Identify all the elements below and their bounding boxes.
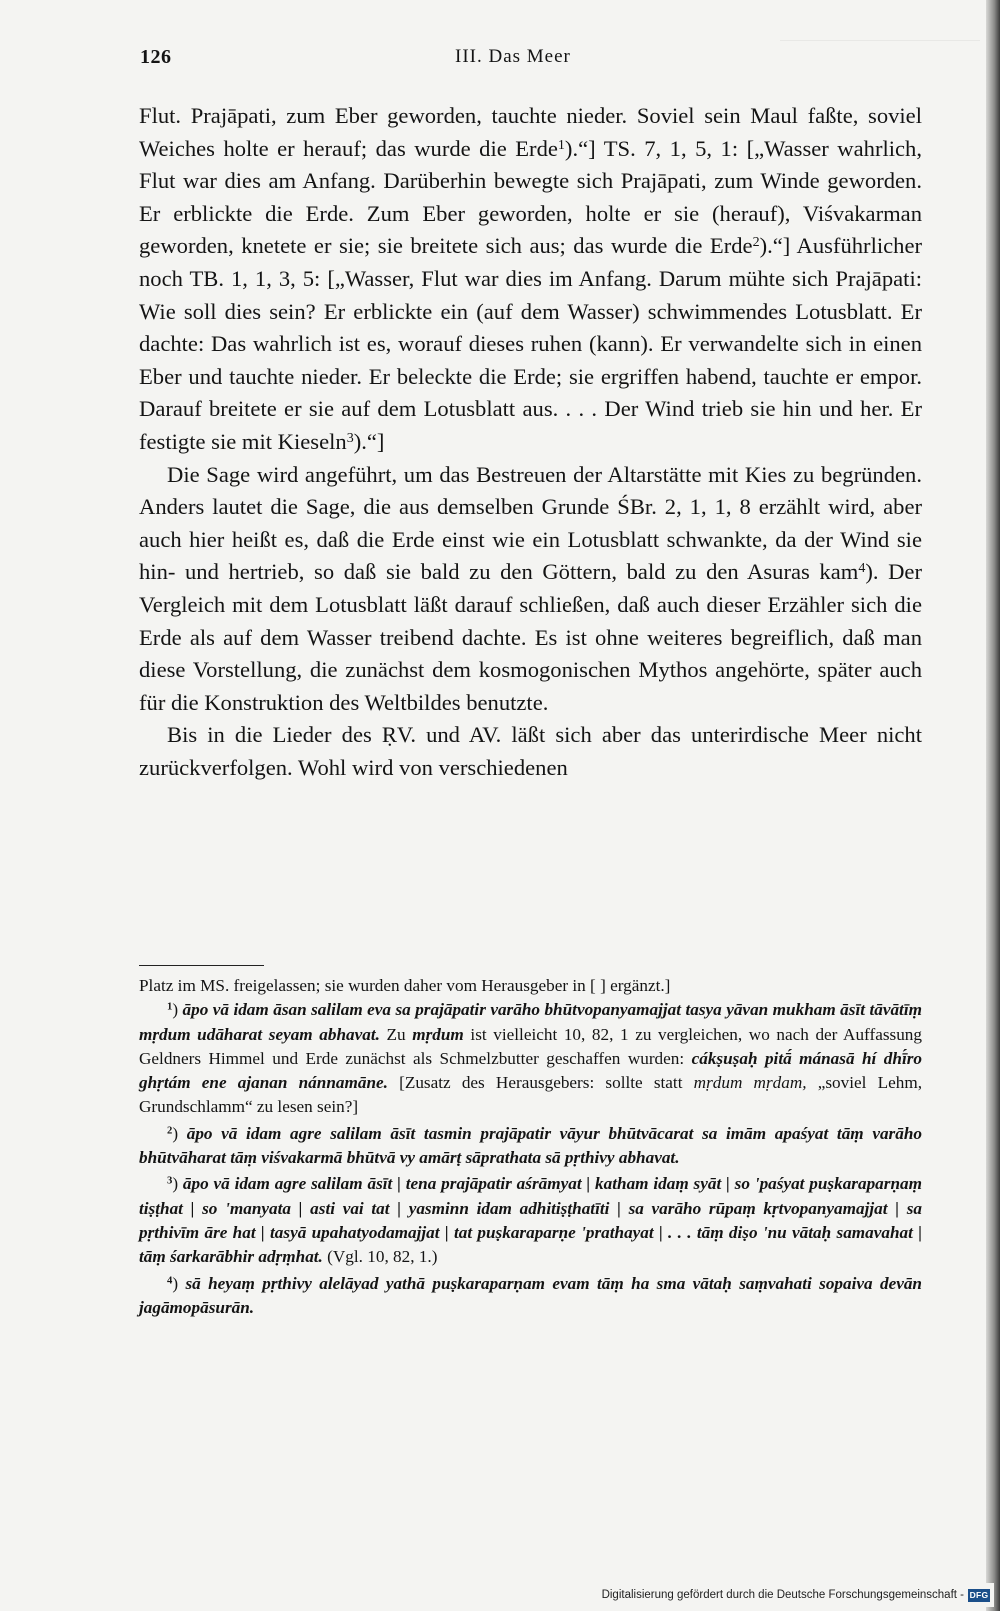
footnote-mark: 2 (167, 1125, 173, 1137)
footnote-ref: 1 (557, 137, 565, 153)
text-span: ).“] TS. 7, 1, 5, 1: [„Wasser wahrlich, Flut war dies am Anfang. Darüberhin bewegte sich Prajāpati, zum Winde geworden. Er erblickte die Erde. Zum Eber geworden, holte er sie (herauf), Viśvakarman geworden, knetete er sie; sie breitete sich aus; das wurde die Erde (139, 135, 922, 259)
footnote-2 (139, 1122, 922, 1171)
footnote-4 (139, 1272, 922, 1321)
footnote-3 (139, 1172, 922, 1269)
sanskrit-term: mṛdum mṛdam, (693, 1073, 807, 1093)
running-head: III. Das Meer (455, 46, 571, 67)
paragraph-2 (139, 459, 922, 720)
sanskrit-quote: sā heyaṃ pṛthivy alelāyad yathā puṣkaraparṇam evam tāṃ ha sma vātaḥ saṃvahati sopaiva devān jagāmopāsurān. (139, 1273, 922, 1317)
credit-text: Digitalisierung gefördert durch die Deutsche Forschungsgemeinschaft - (601, 1589, 964, 1601)
page-number: 126 (140, 46, 172, 68)
footnote-ref: 2 (752, 235, 760, 251)
footnote-mark: 3 (167, 1176, 173, 1188)
footnote-mark: 1 (167, 1001, 173, 1013)
footnote-ref: 3 (346, 430, 354, 446)
footnote-1 (139, 998, 922, 1119)
footnote-rule (139, 965, 264, 966)
footnote-ref: 4 (858, 561, 866, 577)
paragraph-3: Bis in die Lieder des ṚV. und AV. läßt sich aber das unterirdische Meer nicht zurückverfolgen. Wohl wird von verschiedenen (139, 722, 922, 780)
fn-paren: ) (172, 1000, 183, 1020)
page-edge-shadow (986, 0, 1000, 1611)
footnote-mark: 4 (167, 1275, 173, 1287)
footnotes (139, 974, 922, 1320)
text-span: ).“] Ausführlicher noch TB. 1, 1, 3, 5: [„Wasser, Flut war dies im Anfang. Darum mühte sich Prajāpati: Wie soll dies sein? Er erblickte ein (auf dem Wasser) schwimmendes Lotusblatt. Er dachte: Das wahrlich ist es, worauf dieses ruhen (kann). Er verwandelte sich in einen Eber und tauchte nieder. Er beleckte die Erde; sie ergriffen habend, tauchte er empor. Darauf breitete er sie auf dem Lotusblatt aus. . . . Der Wind trieb sie hin und her. Er festigte sie mit Kieseln (139, 233, 923, 454)
text-span: ). Der Vergleich mit dem Lotusblatt läßt darauf schließen, daß auch dieser Erzähler sich die Erde als auf dem Wasser treibend dachte. Es ist ohne weiteres begreiflich, daß man diese Vorstellung, die zunächst dem kosmogonischen Mythos angehörte, später auch für die Konstruktion des Weltbildes benutzte. (139, 559, 922, 715)
text-span: ).“] (353, 428, 385, 454)
text-span: Zu (379, 1024, 413, 1044)
text-span: [Zusatz des Herausgebers: sollte statt (387, 1073, 694, 1093)
sanskrit-quote: āpo vā idam agre salilam āsīt tasmin prajāpatir vāyur bhūtvācarat sa imām apaśyat tāṃ varāho bhūtvāharat tāṃ viśvakarmā bhūtvā vy amārṭ sāprathata sā pṛthivy abhavat. (139, 1123, 922, 1168)
sanskrit-quote: āpo vā idam āsan salilam eva sa prajāpatir varāho bhūtvopanyamajjat tasya yāvan mukham āsīt tāvātīṃ mṛdum udāharat seyam abhavat. (139, 1000, 922, 1044)
text-span: „soviel Lehm, Grundschlamm“ zu lesen sein?] (139, 1073, 922, 1117)
fn-paren: ) (172, 1174, 183, 1194)
text-span: ist vielleicht 10, 82, 1 zu vergleichen, wo nach der Auffassung Geldners Himmel und Erde zunächst als Schmelzbutter geschaffen wurden: (139, 1024, 922, 1068)
digitization-credit (598, 1583, 994, 1607)
paragraph-1 (139, 100, 922, 459)
dfg-logo-icon: DFG (969, 1589, 989, 1600)
text-span: (Vgl. 10, 82, 1.) (322, 1247, 438, 1267)
main-text (139, 100, 922, 784)
text-span: Die Sage wird angeführt, um das Bestreuen der Altarstätte mit Kies zu begründen. Anders lautet die Sage, die aus demselben Grunde ŚBr. 2, 1, 1, 8 erzählt wird, aber auch hier heißt es, daß die Erde einst wie ein Lotusblatt schwankte, da der Wind sie hin- und hertrieb, so daß sie bald zu den Göttern, bald zu den Asuras kam (139, 461, 922, 585)
text-span: Flut. Prajāpati, zum Eber geworden, tauchte nieder. Soviel sein Maul faßte, soviel Weiches holte er herauf; das wurde die Erde (139, 103, 922, 161)
sanskrit-quote: cákṣuṣaḥ pitā́ mánasā hí dhī́ro ghṛtám ene ajanan nánnamāne. (139, 1048, 922, 1093)
footnote-continuation: Platz im MS. freigelassen; sie wurden daher vom Herausgeber in [ ] ergänzt.] (139, 976, 671, 995)
sanskrit-term: mṛdum (412, 1024, 464, 1044)
sanskrit-quote: āpo vā idam agre salilam āsīt | tena prajāpatir aśrāmyat | katham idaṃ syāt | so 'paśyat puṣkaraparṇaṃ tiṣṭhat | so 'manyata | asti vai tat | yasminn idam adhitiṣṭhatīti | sa varāho rūpaṃ kṛtvopanyamajjat | sa pṛthivīm āre hat | tasyā upahatyodamajjat | tat puṣkaraparṇe 'prathayat | . . . tāṃ diṣo 'nu vātaḥ samavahat | tāṃ śarkarābhir adṛṃhat. (139, 1174, 922, 1267)
fn-paren: ) (172, 1273, 186, 1293)
page-header (140, 46, 920, 76)
fn-paren: ) (172, 1123, 187, 1143)
